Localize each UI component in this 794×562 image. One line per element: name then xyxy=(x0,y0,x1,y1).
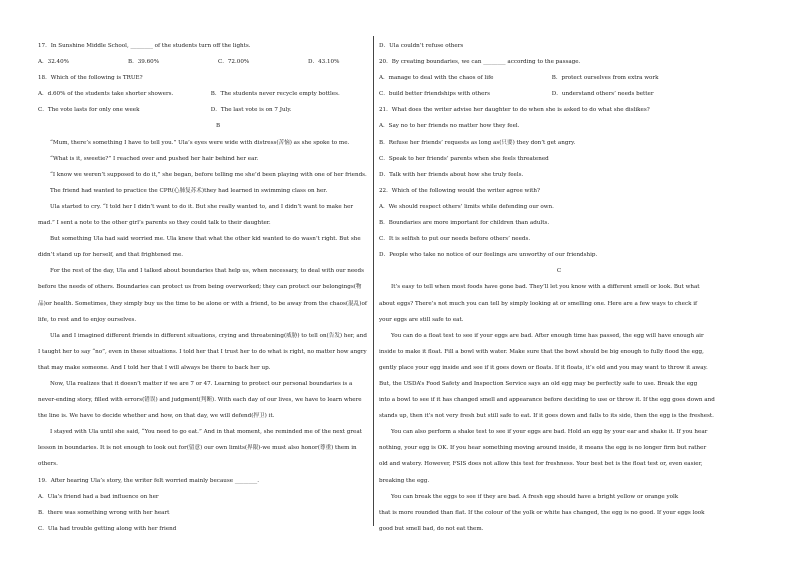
text-line: nothing, your egg is OK. If you hear something moving around inside, it means the egg is no longer firm but rather xyxy=(379,445,707,452)
text-line: 19．After hearing Ula’s story, the writer felt worried mainly because ________. xyxy=(38,477,259,484)
text-line: 20．By creating boundaries, we can ________ according to the passage. xyxy=(379,59,581,66)
options-row xyxy=(379,70,739,86)
text-line: mad.” I sent a note to the other girl’s parents so they could talk to their daughter. xyxy=(38,220,271,227)
answer-option: A．32.40% xyxy=(38,59,69,66)
text-line: your eggs are still safe to eat. xyxy=(379,316,464,323)
text-line: life, to rest and to enjoy ourselves. xyxy=(38,316,137,323)
text-line: 18．Which of the following is TRUE? xyxy=(38,75,143,82)
answer-option: C．The vote lasts for only one week xyxy=(38,107,140,114)
left-column xyxy=(38,38,398,537)
text-line: You can do a float test to see if your eggs are bad. After enough time has passed, the egg will have enough air xyxy=(391,332,704,339)
text-line: C xyxy=(556,268,562,275)
text-line: the line is. We have to decide whether and how, on that day, we will defend(捍卫) it. xyxy=(38,413,275,420)
text-line: others. xyxy=(38,461,58,468)
options-row xyxy=(38,102,398,118)
answer-option: B．The students never recycle empty bottles. xyxy=(210,91,340,98)
text-line: inside to make it float. Fill a bowl with water. Make sure that the bowl should be big enough to fully flood the egg, xyxy=(379,348,704,355)
text-line: The friend had wanted to practice the CPR(心肺复苏术)they had learned in swimming class on her. xyxy=(50,187,328,194)
text-line: 21．What does the writer advise her daughter to do when she is asked to do what she dislikes? xyxy=(379,107,650,114)
text-line: A．We should respect others’ limits while defending our own. xyxy=(379,203,554,210)
text-line: B．Boundaries are more important for children than adults. xyxy=(379,220,550,227)
text-line: old and watery. However, FSIS does not allow this test for freshness. Your best bet is the float test or, even easier, xyxy=(379,461,703,468)
text-line: never-ending story, filled with errors(错误) and judgment(判断). With each day of our lives, we have to learn where xyxy=(38,397,362,404)
text-line: stands up, then it’s not very fresh but still safe to eat. If it goes down and falls to its side, then the egg is the freshest. xyxy=(379,413,714,420)
text-line: about eggs? There’s not much you can tell by simply looking at or smelling one. Here are a few ways to check if xyxy=(379,300,698,307)
text-line: Now, Ula realizes that it doesn’t matter if we are 7 or 47. Learning to protect our personal boundaries is a xyxy=(50,380,353,387)
right-column xyxy=(379,38,739,537)
column-divider xyxy=(373,36,374,526)
text-line: But something Ula had said worried me. Ula knew that what the other kid wanted to do wasn’t right. But she xyxy=(50,236,361,243)
text-line: that may make someone. And I told her that I will always be there to back her up. xyxy=(38,364,271,371)
text-line: good but smell bad, do not eat them. xyxy=(379,525,484,532)
text-line: gently place your egg inside and see if it goes down or floats. If it floats, it’s old and you may want to throw it away. xyxy=(379,364,708,371)
answer-option: D．The last vote is on 7 July. xyxy=(210,107,292,114)
answer-option: D．43.10% xyxy=(308,59,340,66)
text-line: before the needs of others. Boundaries can protect us from being overworked; they can protect our belongings(物 xyxy=(38,284,362,291)
text-line: Ula and I imagined different friends in different situations, crying and threatening(威胁) to tell on(告发) her, and xyxy=(50,332,367,339)
options-row xyxy=(38,86,398,102)
answer-option: D．understand others’ needs better xyxy=(551,91,654,98)
text-line: For the rest of the day, Ula and I talked about boundaries that help us, when necessary, to deal with our needs xyxy=(50,268,364,275)
text-line: You can also perform a shake test to see if your eggs are bad. Hold an egg by your ear and shake it. If you hear xyxy=(391,429,708,436)
text-line: A．Ula’s friend had a bad influence on her xyxy=(38,493,159,500)
answer-option: C．build better friendships with others xyxy=(379,91,490,98)
text-line: breaking the egg. xyxy=(379,477,430,484)
options-row xyxy=(379,86,739,102)
text-line: Ula started to cry. “I told her I didn’t want to do it. But she really wanted to, and I didn’t want to make her xyxy=(50,203,354,210)
text-line: B．there was something wrong with her heart xyxy=(38,509,170,516)
text-line: D．People who take no notice of our feelings are unworthy of our friendship. xyxy=(379,252,598,259)
text-line: into a bowl to see if it has changed smell and appearance before deciding to use or throw it. If the egg goes down and xyxy=(379,397,715,404)
text-line: D．Talk with her friends about how she truly feels. xyxy=(379,171,524,178)
text-line: lesson in boundaries. It is not enough to look out for(留意) our own limits(界限)-we must also honor(尊重) them in xyxy=(38,445,357,452)
answer-option: A．manage to deal with the chaos of life xyxy=(379,75,494,82)
text-line: A．Say no to her friends no matter how they feel. xyxy=(379,123,520,130)
text-line: didn’t stand up for herself, and that frightened me. xyxy=(38,252,184,259)
text-line: 22．Which of the following would the writer agree with? xyxy=(379,187,540,194)
text-line: It’s easy to tell when most foods have gone bad. They’ll let you know with a different smell or look. But what xyxy=(391,284,700,291)
text-line: C．Speak to her friends’ parents when she feels threatened xyxy=(379,155,549,162)
answer-option: C．72.00% xyxy=(218,59,250,66)
text-line: “Mum, there’s something I have to tell you.” Ula’s eyes were wide with distress(苦恼) as she spoke to me. xyxy=(50,139,350,146)
text-line: “I know we weren’t supposed to do it,” she began, before telling me she’d been playing with one of her friends. xyxy=(50,171,367,178)
text-line: B．Refuse her friends’ requests as long as(只要) they don’t get angry. xyxy=(379,139,576,146)
text-line: But, the USDA’s Food Safety and Inspection Service says an old egg may be perfectly safe to use. Break the egg xyxy=(379,380,698,387)
text-line: 17．In Sunshine Middle School, ________ of the students turn off the lights. xyxy=(38,43,251,49)
text-line: that is more rounded than flat. If the colour of the yolk or white has changed, the egg is no good. If your eggs look xyxy=(379,509,705,516)
text-line: C．Ula had trouble getting along with her friend xyxy=(38,525,177,532)
answer-option: B．protect ourselves from extra work xyxy=(551,75,659,82)
text-line: I taught her to say “no”, even in these situations. I told her that I trust her to do what is right, no matter how angry xyxy=(38,348,367,355)
text-line: C．It is selfish to put our needs before others’ needs. xyxy=(379,236,531,243)
answer-option: A．d.60% of the students take shorter showers. xyxy=(38,91,174,98)
text-line: 品)or health. Sometimes, they simply buy us the time to be alone or with a friend, to be away from the chaos(混乱)of xyxy=(38,300,367,307)
answer-option: B．39.60% xyxy=(128,59,160,66)
text-line: You can break the eggs to see if they are bad. A fresh egg should have a bright yellow or orange yolk xyxy=(391,493,679,500)
text-line: I stayed with Ula until she said, “You need to go eat.” And in that moment, she reminded me of the next great xyxy=(50,429,362,436)
options-row xyxy=(38,54,398,70)
text-line: “What is it, sweetie?” I reached over and pushed her hair behind her ear. xyxy=(50,155,259,162)
text-line: B xyxy=(215,123,221,130)
text-line: D．Ula couldn’t refuse others xyxy=(379,43,464,49)
